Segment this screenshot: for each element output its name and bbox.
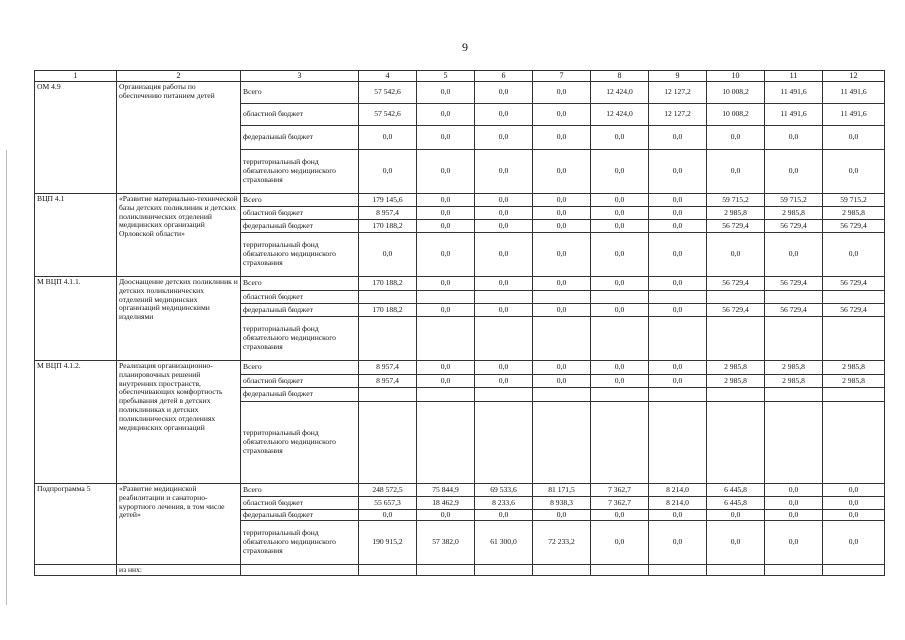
amount-cell: 0,0 [591, 220, 649, 233]
amount-cell: 0,0 [765, 150, 823, 194]
amount-cell: 0,0 [417, 194, 475, 207]
amount-cell: 0,0 [649, 304, 707, 317]
amount-cell: 0,0 [533, 126, 591, 150]
amount-cell: 0,0 [823, 510, 885, 521]
column-number-cell: 2 [117, 71, 241, 82]
amount-cell: 0,0 [649, 126, 707, 150]
amount-cell: 59 715,2 [765, 194, 823, 207]
amount-cell: 56 729,4 [765, 277, 823, 291]
amount-cell: 12 127,2 [649, 82, 707, 104]
amount-cell: 0,0 [765, 126, 823, 150]
amount-cell [417, 317, 475, 361]
binding-edge-line [6, 150, 7, 605]
amount-cell: 11 491,6 [823, 104, 885, 126]
budget-table [34, 70, 885, 576]
amount-cell: 0,0 [765, 484, 823, 497]
amount-cell: 69 533,6 [475, 484, 533, 497]
funding-source: территориальный фонд обязательного медицинского страхования [241, 150, 359, 194]
table-row [35, 277, 885, 291]
amount-cell: 0,0 [475, 277, 533, 291]
empty-cell [823, 565, 885, 576]
amount-cell [533, 402, 591, 484]
amount-cell [475, 388, 533, 402]
amount-cell: 190 915,2 [359, 521, 417, 565]
column-number-cell: 10 [707, 71, 765, 82]
amount-cell [417, 402, 475, 484]
amount-cell: 7 362,7 [591, 497, 649, 510]
program-name: Реализация организационно-планировочных решений внутренних пространств, обеспечивающих комфортность пребывания детей в детских поликлиниках и детских поликлинических отделениях медицинских организаций [117, 361, 241, 484]
amount-cell: 6 445,8 [707, 497, 765, 510]
amount-cell: 0,0 [417, 82, 475, 104]
page-number: 9 [462, 40, 468, 54]
amount-cell: 2 985,8 [707, 361, 765, 375]
amount-cell: 0,0 [591, 361, 649, 375]
amount-cell: 8 957,4 [359, 375, 417, 388]
amount-cell: 0,0 [707, 510, 765, 521]
program-code: М ВЦП 4.1.1. [35, 277, 117, 361]
amount-cell: 0,0 [765, 521, 823, 565]
program-name: Дооснащение детских поликлиник и детских поликлинических отделений медицинских организаций медицинскими изделиями [117, 277, 241, 361]
amount-cell [533, 317, 591, 361]
amount-cell [765, 291, 823, 304]
amount-cell: 0,0 [417, 104, 475, 126]
empty-cell [35, 565, 117, 576]
amount-cell: 2 985,8 [765, 361, 823, 375]
empty-cell [765, 565, 823, 576]
column-number-cell: 4 [359, 71, 417, 82]
amount-cell: 18 462,9 [417, 497, 475, 510]
column-number-cell: 7 [533, 71, 591, 82]
amount-cell: 11 491,6 [823, 82, 885, 104]
amount-cell: 2 985,8 [765, 375, 823, 388]
funding-source: Всего [241, 361, 359, 375]
amount-cell: 11 491,6 [765, 104, 823, 126]
funding-source: федеральный бюджет [241, 388, 359, 402]
amount-cell: 0,0 [823, 233, 885, 277]
amount-cell: 81 171,5 [533, 484, 591, 497]
amount-cell: 0,0 [591, 207, 649, 220]
amount-cell: 0,0 [649, 375, 707, 388]
funding-source: областной бюджет [241, 104, 359, 126]
amount-cell [765, 402, 823, 484]
amount-cell: 0,0 [591, 375, 649, 388]
amount-cell: 0,0 [591, 194, 649, 207]
amount-cell [707, 291, 765, 304]
amount-cell: 0,0 [417, 375, 475, 388]
amount-cell: 0,0 [359, 150, 417, 194]
amount-cell: 0,0 [475, 361, 533, 375]
amount-cell: 0,0 [533, 104, 591, 126]
amount-cell: 0,0 [823, 497, 885, 510]
amount-cell: 2 985,8 [823, 361, 885, 375]
amount-cell: 56 729,4 [823, 220, 885, 233]
amount-cell: 0,0 [823, 126, 885, 150]
funding-source: областной бюджет [241, 207, 359, 220]
amount-cell: 0,0 [591, 150, 649, 194]
column-number-cell: 1 [35, 71, 117, 82]
amount-cell: 56 729,4 [823, 277, 885, 291]
funding-source: областной бюджет [241, 291, 359, 304]
table-row [35, 565, 885, 576]
amount-cell: 56 729,4 [765, 220, 823, 233]
funding-source: областной бюджет [241, 497, 359, 510]
amount-cell: 0,0 [707, 150, 765, 194]
empty-cell [417, 565, 475, 576]
table-row [35, 82, 885, 104]
amount-cell: 56 729,4 [707, 304, 765, 317]
amount-cell: 0,0 [475, 104, 533, 126]
amount-cell: 0,0 [475, 233, 533, 277]
amount-cell: 0,0 [765, 497, 823, 510]
amount-cell [649, 402, 707, 484]
amount-cell: 0,0 [417, 277, 475, 291]
empty-cell [241, 565, 359, 576]
amount-cell: 0,0 [359, 126, 417, 150]
amount-cell: 0,0 [417, 304, 475, 317]
amount-cell: 0,0 [823, 150, 885, 194]
amount-cell: 170 188,2 [359, 304, 417, 317]
amount-cell: 8 957,4 [359, 361, 417, 375]
amount-cell: 0,0 [591, 521, 649, 565]
amount-cell [649, 317, 707, 361]
column-number-cell: 9 [649, 71, 707, 82]
amount-cell: 12 424,0 [591, 104, 649, 126]
amount-cell: 56 729,4 [707, 277, 765, 291]
amount-cell: 0,0 [533, 82, 591, 104]
empty-cell [475, 565, 533, 576]
funding-source: федеральный бюджет [241, 510, 359, 521]
funding-source: территориальный фонд обязательного медицинского страхования [241, 521, 359, 565]
amount-cell [823, 291, 885, 304]
amount-cell: 0,0 [417, 150, 475, 194]
amount-cell: 179 145,6 [359, 194, 417, 207]
amount-cell [417, 291, 475, 304]
amount-cell: 10 008,2 [707, 104, 765, 126]
amount-cell: 170 188,2 [359, 220, 417, 233]
table-row [35, 194, 885, 207]
program-code: М ВЦП 4.1.2. [35, 361, 117, 484]
of-which-label: из них: [117, 565, 241, 576]
amount-cell: 0,0 [533, 375, 591, 388]
funding-source: областной бюджет [241, 375, 359, 388]
amount-cell [707, 402, 765, 484]
amount-cell: 0,0 [649, 510, 707, 521]
amount-cell: 248 572,5 [359, 484, 417, 497]
amount-cell: 57 382,0 [417, 521, 475, 565]
column-number-cell: 6 [475, 71, 533, 82]
amount-cell [707, 317, 765, 361]
amount-cell: 0,0 [417, 233, 475, 277]
amount-cell: 0,0 [707, 126, 765, 150]
empty-cell [591, 565, 649, 576]
amount-cell [359, 388, 417, 402]
amount-cell: 0,0 [475, 82, 533, 104]
amount-cell: 170 188,2 [359, 277, 417, 291]
amount-cell: 0,0 [591, 277, 649, 291]
amount-cell [823, 388, 885, 402]
funding-source: территориальный фонд обязательного медицинского страхования [241, 402, 359, 484]
amount-cell: 2 985,8 [707, 375, 765, 388]
amount-cell: 0,0 [707, 233, 765, 277]
amount-cell: 8 957,4 [359, 207, 417, 220]
program-code: ВЦП 4.1 [35, 194, 117, 277]
amount-cell: 72 233,2 [533, 521, 591, 565]
amount-cell: 56 729,4 [707, 220, 765, 233]
table-row [35, 361, 885, 375]
amount-cell [649, 388, 707, 402]
amount-cell: 0,0 [707, 521, 765, 565]
amount-cell: 12 127,2 [649, 104, 707, 126]
amount-cell: 0,0 [765, 510, 823, 521]
funding-source: федеральный бюджет [241, 304, 359, 317]
amount-cell: 0,0 [533, 207, 591, 220]
amount-cell [359, 317, 417, 361]
amount-cell [533, 388, 591, 402]
column-number-cell: 5 [417, 71, 475, 82]
amount-cell [417, 388, 475, 402]
amount-cell: 12 424,0 [591, 82, 649, 104]
amount-cell: 0,0 [417, 207, 475, 220]
amount-cell: 6 445,8 [707, 484, 765, 497]
amount-cell: 57 542,6 [359, 82, 417, 104]
funding-source: территориальный фонд обязательного медицинского страхования [241, 317, 359, 361]
amount-cell: 0,0 [649, 194, 707, 207]
amount-cell: 0,0 [475, 375, 533, 388]
amount-cell: 2 985,8 [823, 207, 885, 220]
amount-cell: 0,0 [533, 361, 591, 375]
amount-cell: 10 008,2 [707, 82, 765, 104]
amount-cell: 0,0 [417, 361, 475, 375]
amount-cell: 11 491,6 [765, 82, 823, 104]
empty-cell [359, 565, 417, 576]
empty-cell [533, 565, 591, 576]
amount-cell: 0,0 [591, 510, 649, 521]
amount-cell [707, 388, 765, 402]
amount-cell [475, 317, 533, 361]
amount-cell: 0,0 [533, 194, 591, 207]
table-row [35, 484, 885, 497]
program-code: Подпрограмма 5 [35, 484, 117, 565]
amount-cell: 0,0 [533, 233, 591, 277]
amount-cell: 0,0 [359, 510, 417, 521]
funding-source: федеральный бюджет [241, 220, 359, 233]
amount-cell: 8 938,3 [533, 497, 591, 510]
amount-cell: 0,0 [823, 521, 885, 565]
amount-cell: 0,0 [533, 277, 591, 291]
amount-cell [359, 402, 417, 484]
amount-cell: 0,0 [591, 304, 649, 317]
amount-cell: 8 233,6 [475, 497, 533, 510]
amount-cell [823, 317, 885, 361]
amount-cell: 0,0 [417, 220, 475, 233]
funding-source: Всего [241, 484, 359, 497]
amount-cell: 0,0 [823, 484, 885, 497]
amount-cell: 8 214,0 [649, 497, 707, 510]
empty-cell [707, 565, 765, 576]
amount-cell: 0,0 [417, 126, 475, 150]
amount-cell: 0,0 [649, 220, 707, 233]
amount-cell: 8 214,0 [649, 484, 707, 497]
program-code: ОМ 4.9 [35, 82, 117, 194]
amount-cell [649, 291, 707, 304]
amount-cell: 0,0 [533, 150, 591, 194]
amount-cell: 0,0 [475, 194, 533, 207]
amount-cell [475, 291, 533, 304]
amount-cell: 0,0 [649, 277, 707, 291]
amount-cell: 0,0 [417, 510, 475, 521]
amount-cell [591, 388, 649, 402]
amount-cell [591, 317, 649, 361]
amount-cell: 2 985,8 [707, 207, 765, 220]
funding-source: Всего [241, 194, 359, 207]
funding-source: Всего [241, 277, 359, 291]
amount-cell [591, 402, 649, 484]
amount-cell: 59 715,2 [707, 194, 765, 207]
amount-cell: 0,0 [591, 233, 649, 277]
amount-cell [533, 291, 591, 304]
program-name: Организация работы по обеспечению питанием детей [117, 82, 241, 194]
column-number-row [35, 71, 885, 82]
amount-cell: 56 729,4 [823, 304, 885, 317]
amount-cell: 0,0 [649, 150, 707, 194]
amount-cell [475, 402, 533, 484]
empty-cell [649, 565, 707, 576]
amount-cell: 7 362,7 [591, 484, 649, 497]
funding-source: Всего [241, 82, 359, 104]
amount-cell: 0,0 [475, 207, 533, 220]
amount-cell: 56 729,4 [765, 304, 823, 317]
amount-cell: 2 985,8 [823, 375, 885, 388]
funding-source: федеральный бюджет [241, 126, 359, 150]
amount-cell [823, 402, 885, 484]
amount-cell: 59 715,2 [823, 194, 885, 207]
amount-cell: 75 844,9 [417, 484, 475, 497]
column-number-cell: 11 [765, 71, 823, 82]
amount-cell: 0,0 [649, 361, 707, 375]
column-number-cell: 3 [241, 71, 359, 82]
amount-cell: 0,0 [649, 521, 707, 565]
amount-cell: 0,0 [359, 233, 417, 277]
amount-cell: 0,0 [649, 233, 707, 277]
amount-cell: 0,0 [475, 510, 533, 521]
amount-cell: 57 542,6 [359, 104, 417, 126]
program-name: «Развитие медицинской реабилитации и санаторно-курортного лечения, в том числе детей» [117, 484, 241, 565]
amount-cell: 0,0 [475, 220, 533, 233]
amount-cell: 2 985,8 [765, 207, 823, 220]
amount-cell: 0,0 [533, 510, 591, 521]
amount-cell: 0,0 [475, 150, 533, 194]
amount-cell [765, 388, 823, 402]
amount-cell: 0,0 [591, 126, 649, 150]
program-name: «Развитие материально-технической базы детских поликлиник и детских поликлинических отделений медицинских организаций Орловской области» [117, 194, 241, 277]
amount-cell: 55 657,3 [359, 497, 417, 510]
amount-cell: 0,0 [475, 304, 533, 317]
amount-cell [591, 291, 649, 304]
amount-cell: 0,0 [765, 233, 823, 277]
amount-cell: 0,0 [533, 304, 591, 317]
amount-cell: 0,0 [649, 207, 707, 220]
amount-cell: 0,0 [475, 126, 533, 150]
amount-cell: 0,0 [533, 220, 591, 233]
column-number-cell: 12 [823, 71, 885, 82]
amount-cell [765, 317, 823, 361]
column-number-cell: 8 [591, 71, 649, 82]
amount-cell [359, 291, 417, 304]
funding-source: территориальный фонд обязательного медицинского страхования [241, 233, 359, 277]
amount-cell: 61 300,0 [475, 521, 533, 565]
